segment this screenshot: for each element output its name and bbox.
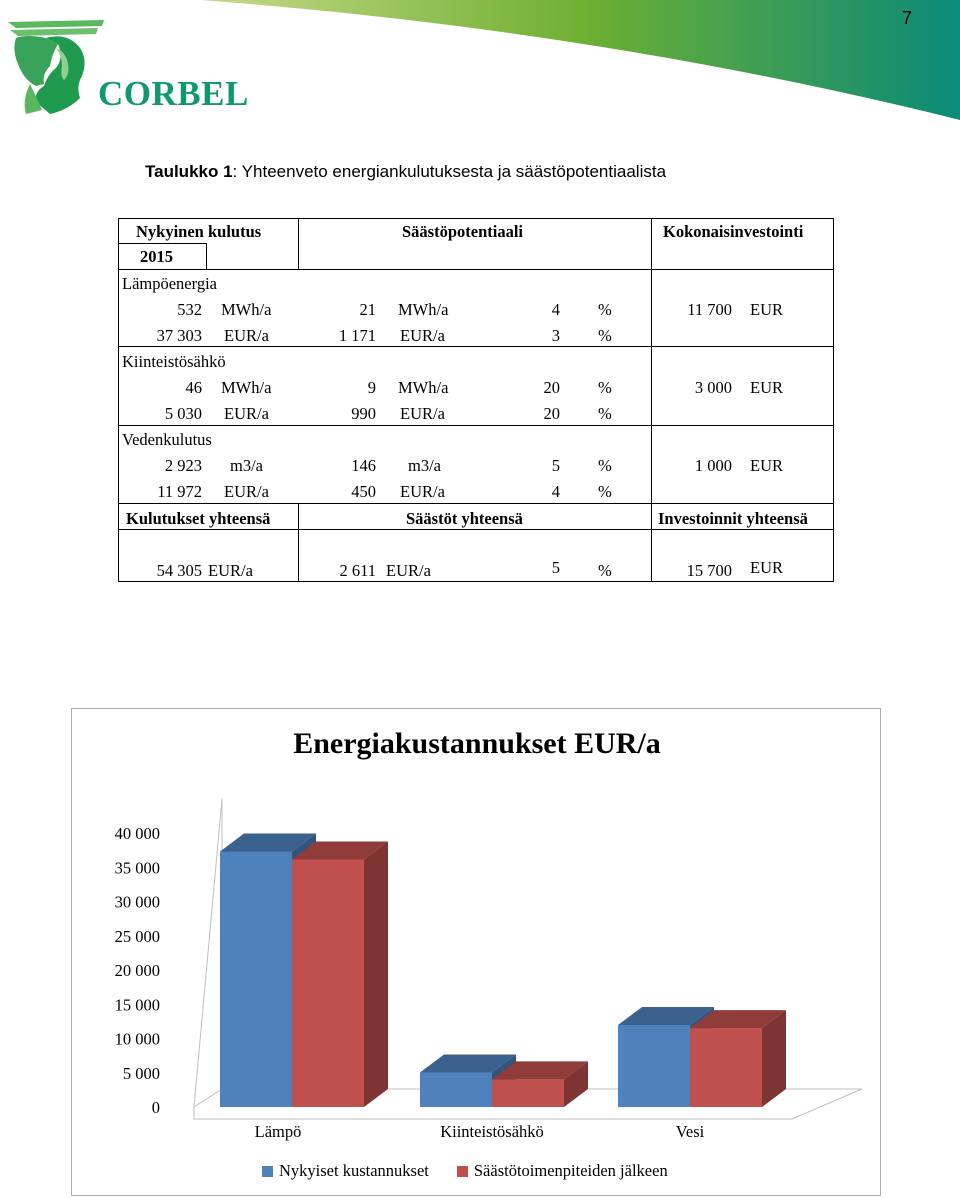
y-tick-label: 25 000 xyxy=(114,926,160,946)
legend-item xyxy=(457,1161,668,1181)
bar xyxy=(492,1079,564,1107)
cell-unit: MWh/a xyxy=(221,300,272,319)
bar xyxy=(220,851,292,1107)
cell-unit: EUR/a xyxy=(400,404,445,423)
bar xyxy=(618,1025,690,1107)
header-investment: Kokonaisinvestointi xyxy=(663,222,804,241)
page-number: 7 xyxy=(901,8,912,28)
cell-unit: % xyxy=(598,482,612,501)
total-value: 2 611 xyxy=(339,561,376,580)
cell-value: 9 xyxy=(367,378,376,397)
cell-unit: EUR/a xyxy=(224,482,269,501)
cell-unit: % xyxy=(598,378,612,397)
totals-header-investment: Investoinnit yhteensä xyxy=(658,509,808,528)
cell-unit: % xyxy=(598,404,612,423)
energy-summary-table xyxy=(118,218,834,582)
section-electricity-label: Kiinteistösähkö xyxy=(122,352,226,371)
cell-value: 1 000 xyxy=(694,456,732,475)
cell-value: 532 xyxy=(177,300,202,319)
caption-text: : Yhteenveto energiankulutuksesta ja säästöpotentiaalista xyxy=(232,162,667,181)
x-category-label: Kiinteistösähkö xyxy=(440,1122,544,1141)
cell-value: 46 xyxy=(185,378,202,397)
cell-value: 146 xyxy=(351,456,376,475)
cell-value: 11 972 xyxy=(157,482,202,501)
bar xyxy=(292,859,364,1107)
cell-unit: MWh/a xyxy=(398,378,449,397)
energy-cost-chart xyxy=(71,708,881,1196)
cell-value: 3 xyxy=(551,326,560,345)
cell-value: 450 xyxy=(351,482,376,501)
cell-unit: m3/a xyxy=(408,456,441,475)
table-caption xyxy=(145,162,666,182)
bar-side xyxy=(364,841,388,1107)
cell-value: 11 700 xyxy=(687,300,732,319)
cell-value: 21 xyxy=(359,300,376,319)
y-tick-label: 5 000 xyxy=(122,1063,160,1083)
cell-unit: EUR xyxy=(750,456,783,475)
cell-value: 20 xyxy=(543,378,560,397)
total-unit: EUR xyxy=(750,558,783,577)
legend-swatch xyxy=(457,1166,468,1177)
y-tick-label: 15 000 xyxy=(114,995,160,1015)
legend-label: Säästötoimenpiteiden jälkeen xyxy=(473,1161,668,1180)
total-unit: EUR/a xyxy=(208,561,253,580)
legend-item xyxy=(262,1161,429,1181)
header-year: 2015 xyxy=(140,247,173,266)
chart-title: Energiakustannukset EUR/a xyxy=(293,727,661,760)
cell-value: 990 xyxy=(351,404,376,423)
totals-header-consumption: Kulutukset yhteensä xyxy=(126,509,271,528)
cell-value: 2 923 xyxy=(164,456,202,475)
y-tick-label: 40 000 xyxy=(114,824,160,843)
cell-unit: EUR xyxy=(750,300,783,319)
bar xyxy=(690,1028,762,1107)
cell-value: 4 xyxy=(551,300,560,319)
y-tick-label: 10 000 xyxy=(114,1029,160,1049)
cell-unit: MWh/a xyxy=(398,300,449,319)
chart-legend xyxy=(262,1161,668,1181)
chart-plot xyxy=(72,709,882,1197)
cell-value: 37 303 xyxy=(156,326,202,345)
cell-unit: EUR/a xyxy=(400,482,445,501)
legend-swatch xyxy=(262,1166,273,1177)
legend-label: Nykyiset kustannukset xyxy=(279,1161,429,1180)
cell-value: 5 030 xyxy=(164,404,202,423)
bar xyxy=(420,1073,492,1107)
cell-value: 20 xyxy=(543,404,560,423)
section-heat-label: Lämpöenergia xyxy=(122,274,217,293)
header-savings: Säästöpotentiaali xyxy=(402,222,524,241)
cell-unit: m3/a xyxy=(230,456,263,475)
cell-unit: EUR/a xyxy=(224,326,269,345)
x-category-label: Lämpö xyxy=(254,1122,302,1141)
cell-unit: EUR/a xyxy=(224,404,269,423)
y-tick-label: 0 xyxy=(151,1098,160,1117)
total-value: 5 xyxy=(551,558,560,577)
cell-value: 4 xyxy=(551,482,560,501)
totals-header-savings: Säästöt yhteensä xyxy=(406,509,523,528)
corbel-logo xyxy=(6,14,249,124)
total-value: 15 700 xyxy=(686,561,732,580)
side-wall xyxy=(194,799,222,1107)
cell-value: 5 xyxy=(551,456,560,475)
y-tick-label: 35 000 xyxy=(114,858,160,878)
section-water-label: Vedenkulutus xyxy=(122,430,212,449)
cell-unit: MWh/a xyxy=(221,378,272,397)
total-unit: EUR/a xyxy=(386,561,431,580)
cell-unit: EUR/a xyxy=(400,326,445,345)
cell-unit: % xyxy=(598,456,612,475)
caption-label: Taulukko 1 xyxy=(145,162,233,181)
cell-value: 1 171 xyxy=(338,326,376,345)
cell-unit: % xyxy=(598,300,612,319)
total-value: 54 305 xyxy=(156,561,202,580)
cell-unit: % xyxy=(598,326,612,345)
x-category-label: Vesi xyxy=(675,1122,705,1141)
header-current: Nykyinen kulutus xyxy=(136,222,262,241)
cell-unit: EUR xyxy=(750,378,783,397)
total-unit: % xyxy=(598,561,612,580)
y-tick-label: 20 000 xyxy=(114,961,160,980)
logo-text: CORBEL xyxy=(98,74,249,113)
cell-value: 3 000 xyxy=(694,378,732,397)
y-tick-label: 30 000 xyxy=(114,892,160,912)
